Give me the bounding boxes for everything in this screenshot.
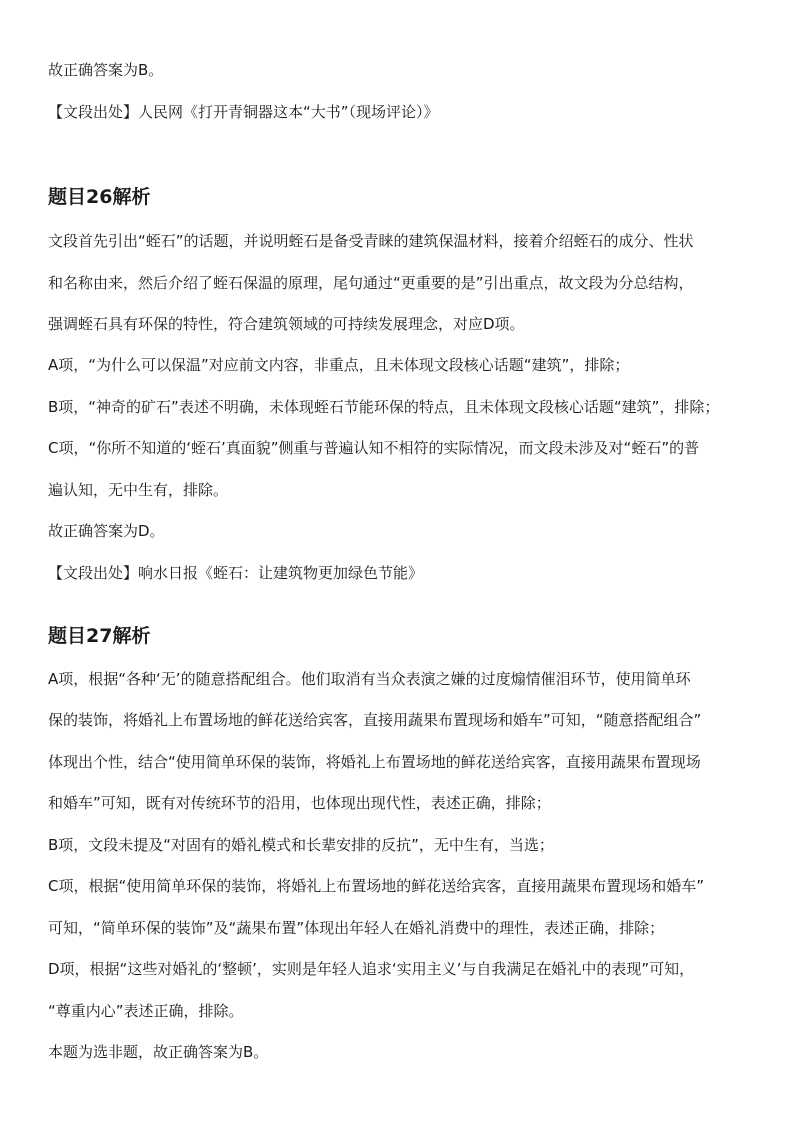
- section-heading-q26: 题目26解析: [48, 186, 151, 208]
- q26-paragraph-line-1: 文段首先引出“蛭石”的话题，并说明蛭石是备受青睐的建筑保温材料，接着介绍蛭石的成分、性状: [48, 232, 694, 250]
- source-line-q26: 【文段出处】响水日报《蛭石：让建筑物更加绿色节能》: [48, 564, 424, 582]
- q26-option-c-line-1: C项，“你所不知道的‘蛭石’真面貌”侧重与普遍认知不相符的实际情况，而文段未涉及对“蛭石”的普: [48, 439, 700, 457]
- answer-line-q26: 故正确答案为D。: [48, 522, 165, 540]
- q27-option-a-line-3: 体现出个性，结合“使用简单环保的装饰，将婚礼上布置场地的鲜花送给宾客，直接用蔬果布置现场: [48, 753, 701, 771]
- q27-option-d-line-2: “尊重内心”表述正确，排除。: [48, 1002, 244, 1020]
- section-heading-q27: 题目27解析: [48, 625, 151, 647]
- q26-paragraph-line-3: 强调蛭石具有环保的特性，符合建筑领域的可持续发展理念，对应D项。: [48, 315, 525, 333]
- q27-option-d-line-1: D项，根据“这些对婚礼的‘整顿’，实则是年轻人追求‘实用主义’与自我满足在婚礼中的表现”可知，: [48, 960, 695, 978]
- answer-line-q25: 故正确答案为B。: [48, 61, 164, 79]
- q27-option-b: B项，文段未提及“对固有的婚礼模式和长辈安排的反抗”，无中生有，当选；: [48, 836, 554, 854]
- q27-option-c-line-2: 可知，“简单环保的装饰”及“蔬果布置”体现出年轻人在婚礼消费中的理性，表述正确，排除；: [48, 919, 665, 937]
- q27-option-a-line-4: 和婚车”可知，既有对传统环节的沿用，也体现出现代性，表述正确，排除；: [48, 794, 551, 812]
- source-line-q25: 【文段出处】人民网《打开青铜器这本“大书”（现场评论）》: [48, 103, 439, 121]
- answer-line-q27: 本题为选非题，故正确答案为B。: [48, 1043, 269, 1061]
- q26-option-c-line-2: 遍认知，无中生有，排除。: [48, 481, 229, 499]
- q27-option-a-line-1: A项，根据“各种‘无’的随意搭配组合。他们取消有当众表演之嫌的过度煽情催泪环节，使用简单环: [48, 670, 691, 688]
- q26-paragraph-line-2: 和名称由来，然后介绍了蛭石保温的原理，尾句通过“更重要的是”引出重点，故文段为分总结构，: [48, 274, 694, 292]
- q26-option-b: B项，“神奇的矿石”表述不明确，未体现蛭石节能环保的特点，且未体现文段核心话题“建筑”，排除；: [48, 398, 720, 416]
- q27-option-c-line-1: C项，根据“使用简单环保的装饰，将婚礼上布置场地的鲜花送给宾客，直接用蔬果布置现场和婚车”: [48, 877, 705, 895]
- q26-option-a: A项，“为什么可以保温”对应前文内容，非重点，且未体现文段核心话题“建筑”，排除；: [48, 356, 630, 374]
- q27-option-a-line-2: 保的装饰，将婚礼上布置场地的鲜花送给宾客，直接用蔬果布置现场和婚车”可知，“随意搭配组合”: [48, 711, 702, 729]
